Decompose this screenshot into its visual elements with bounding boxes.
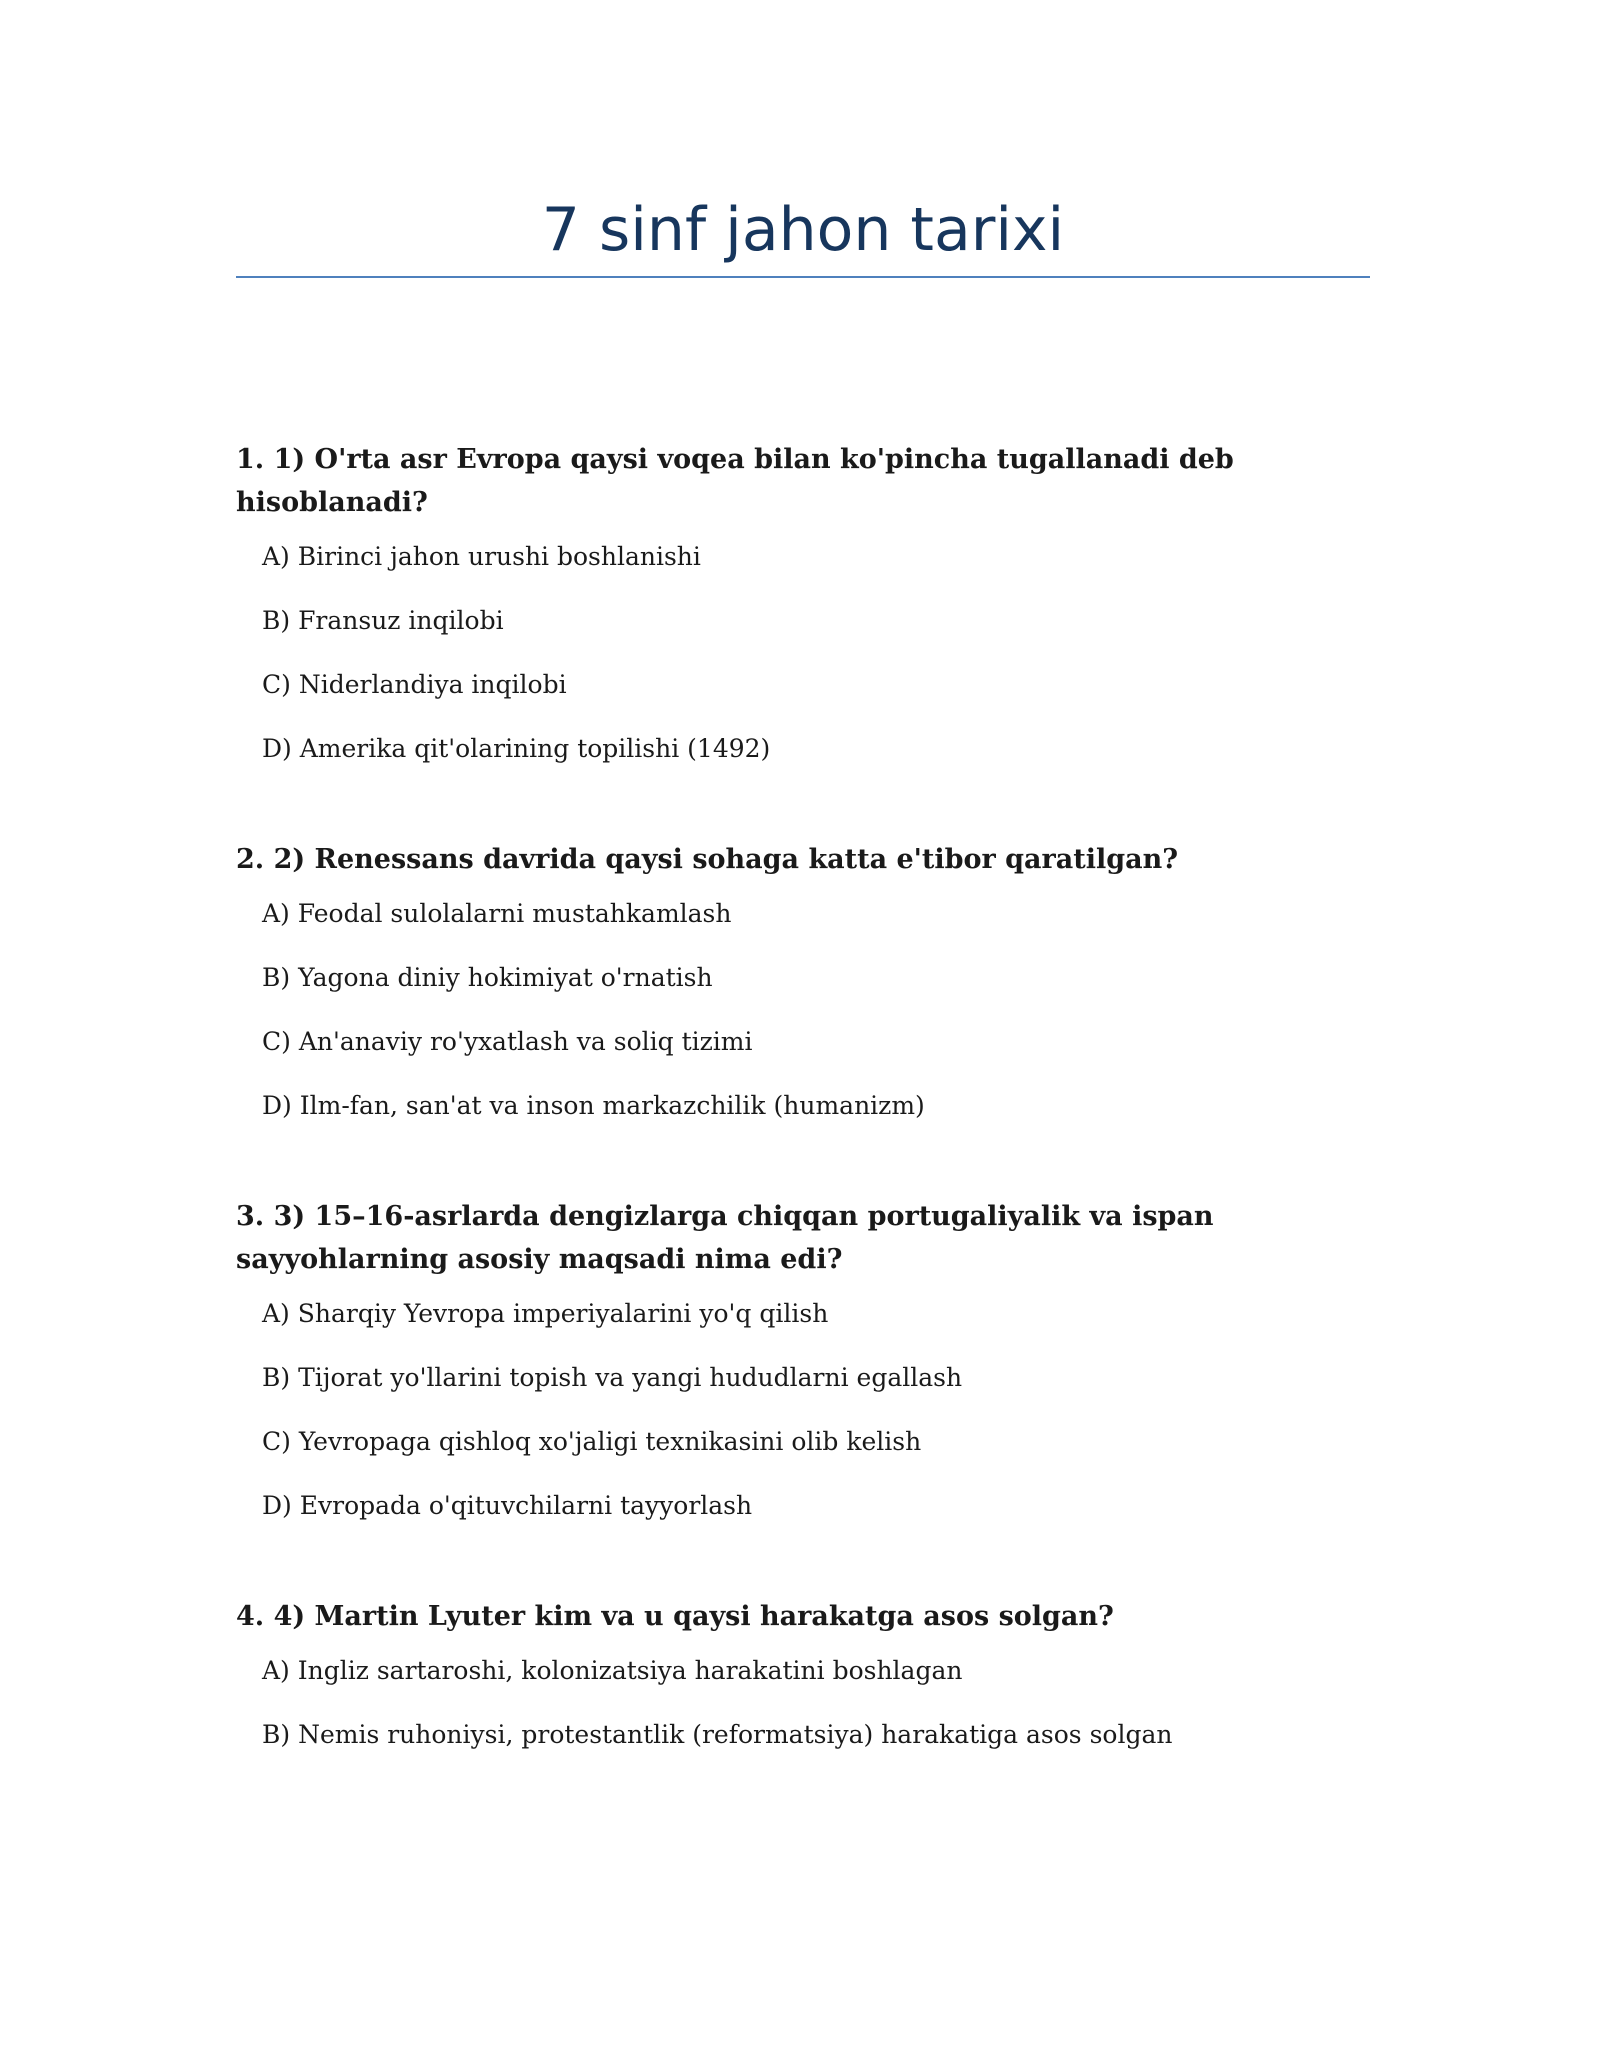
- question-2: [236, 838, 1370, 1123]
- question-text: 1. 1) O'rta asr Evropa qaysi voqea bilan ko'pincha tugallanadi deb hisoblanadi?: [236, 444, 1234, 518]
- question-list: [236, 438, 1370, 1752]
- option-d: D) Ilm-fan, san'at va inson markazchilik (humanizm): [262, 1091, 925, 1120]
- option-b: B) Nemis ruhoniysi, protestantlik (reformatsiya) harakatiga asos solgan: [262, 1720, 1173, 1749]
- document-page: [236, 0, 1370, 1824]
- answer-options: [236, 1297, 1370, 1523]
- document-title: 7 sinf jahon tarixi: [541, 195, 1065, 265]
- option-c: C) An'anaviy ro'yxatlash va soliq tizimi: [262, 1027, 753, 1056]
- question-text: 3. 3) 15–16-asrlarda dengizlarga chiqqan portugaliyalik va ispan sayyohlarning asosiy maqsadi nima edi?: [236, 1201, 1214, 1275]
- option-a: A) Birinci jahon urushi boshlanishi: [262, 542, 701, 571]
- option-a: A) Sharqiy Yevropa imperiyalarini yo'q qilish: [262, 1299, 829, 1328]
- option-a: A) Ingliz sartaroshi, kolonizatsiya harakatini boshlagan: [262, 1656, 963, 1685]
- answer-options: [236, 897, 1370, 1123]
- option-c: C) Niderlandiya inqilobi: [262, 670, 567, 699]
- question-text: 2. 2) Renessans davrida qaysi sohaga katta e'tibor qaratilgan?: [236, 844, 1179, 875]
- option-b: B) Tijorat yo'llarini topish va yangi hududlarni egallash: [262, 1363, 963, 1392]
- option-b: B) Fransuz inqilobi: [262, 606, 504, 635]
- question-text: 4. 4) Martin Lyuter kim va u qaysi harakatga asos solgan?: [236, 1601, 1114, 1632]
- option-b: B) Yagona diniy hokimiyat o'rnatish: [262, 963, 713, 992]
- question-1: [236, 438, 1370, 766]
- option-c: C) Yevropaga qishloq xo'jaligi texnikasini olib kelish: [262, 1427, 922, 1456]
- question-3: [236, 1195, 1370, 1523]
- title-divider: [236, 276, 1370, 278]
- answer-options: [236, 1654, 1370, 1752]
- answer-options: [236, 540, 1370, 766]
- question-4: [236, 1595, 1370, 1752]
- option-d: D) Evropada o'qituvchilarni tayyorlash: [262, 1491, 753, 1520]
- option-a: A) Feodal sulolalarni mustahkamlash: [262, 899, 732, 928]
- option-d: D) Amerika qit'olarining topilishi (1492): [262, 734, 771, 763]
